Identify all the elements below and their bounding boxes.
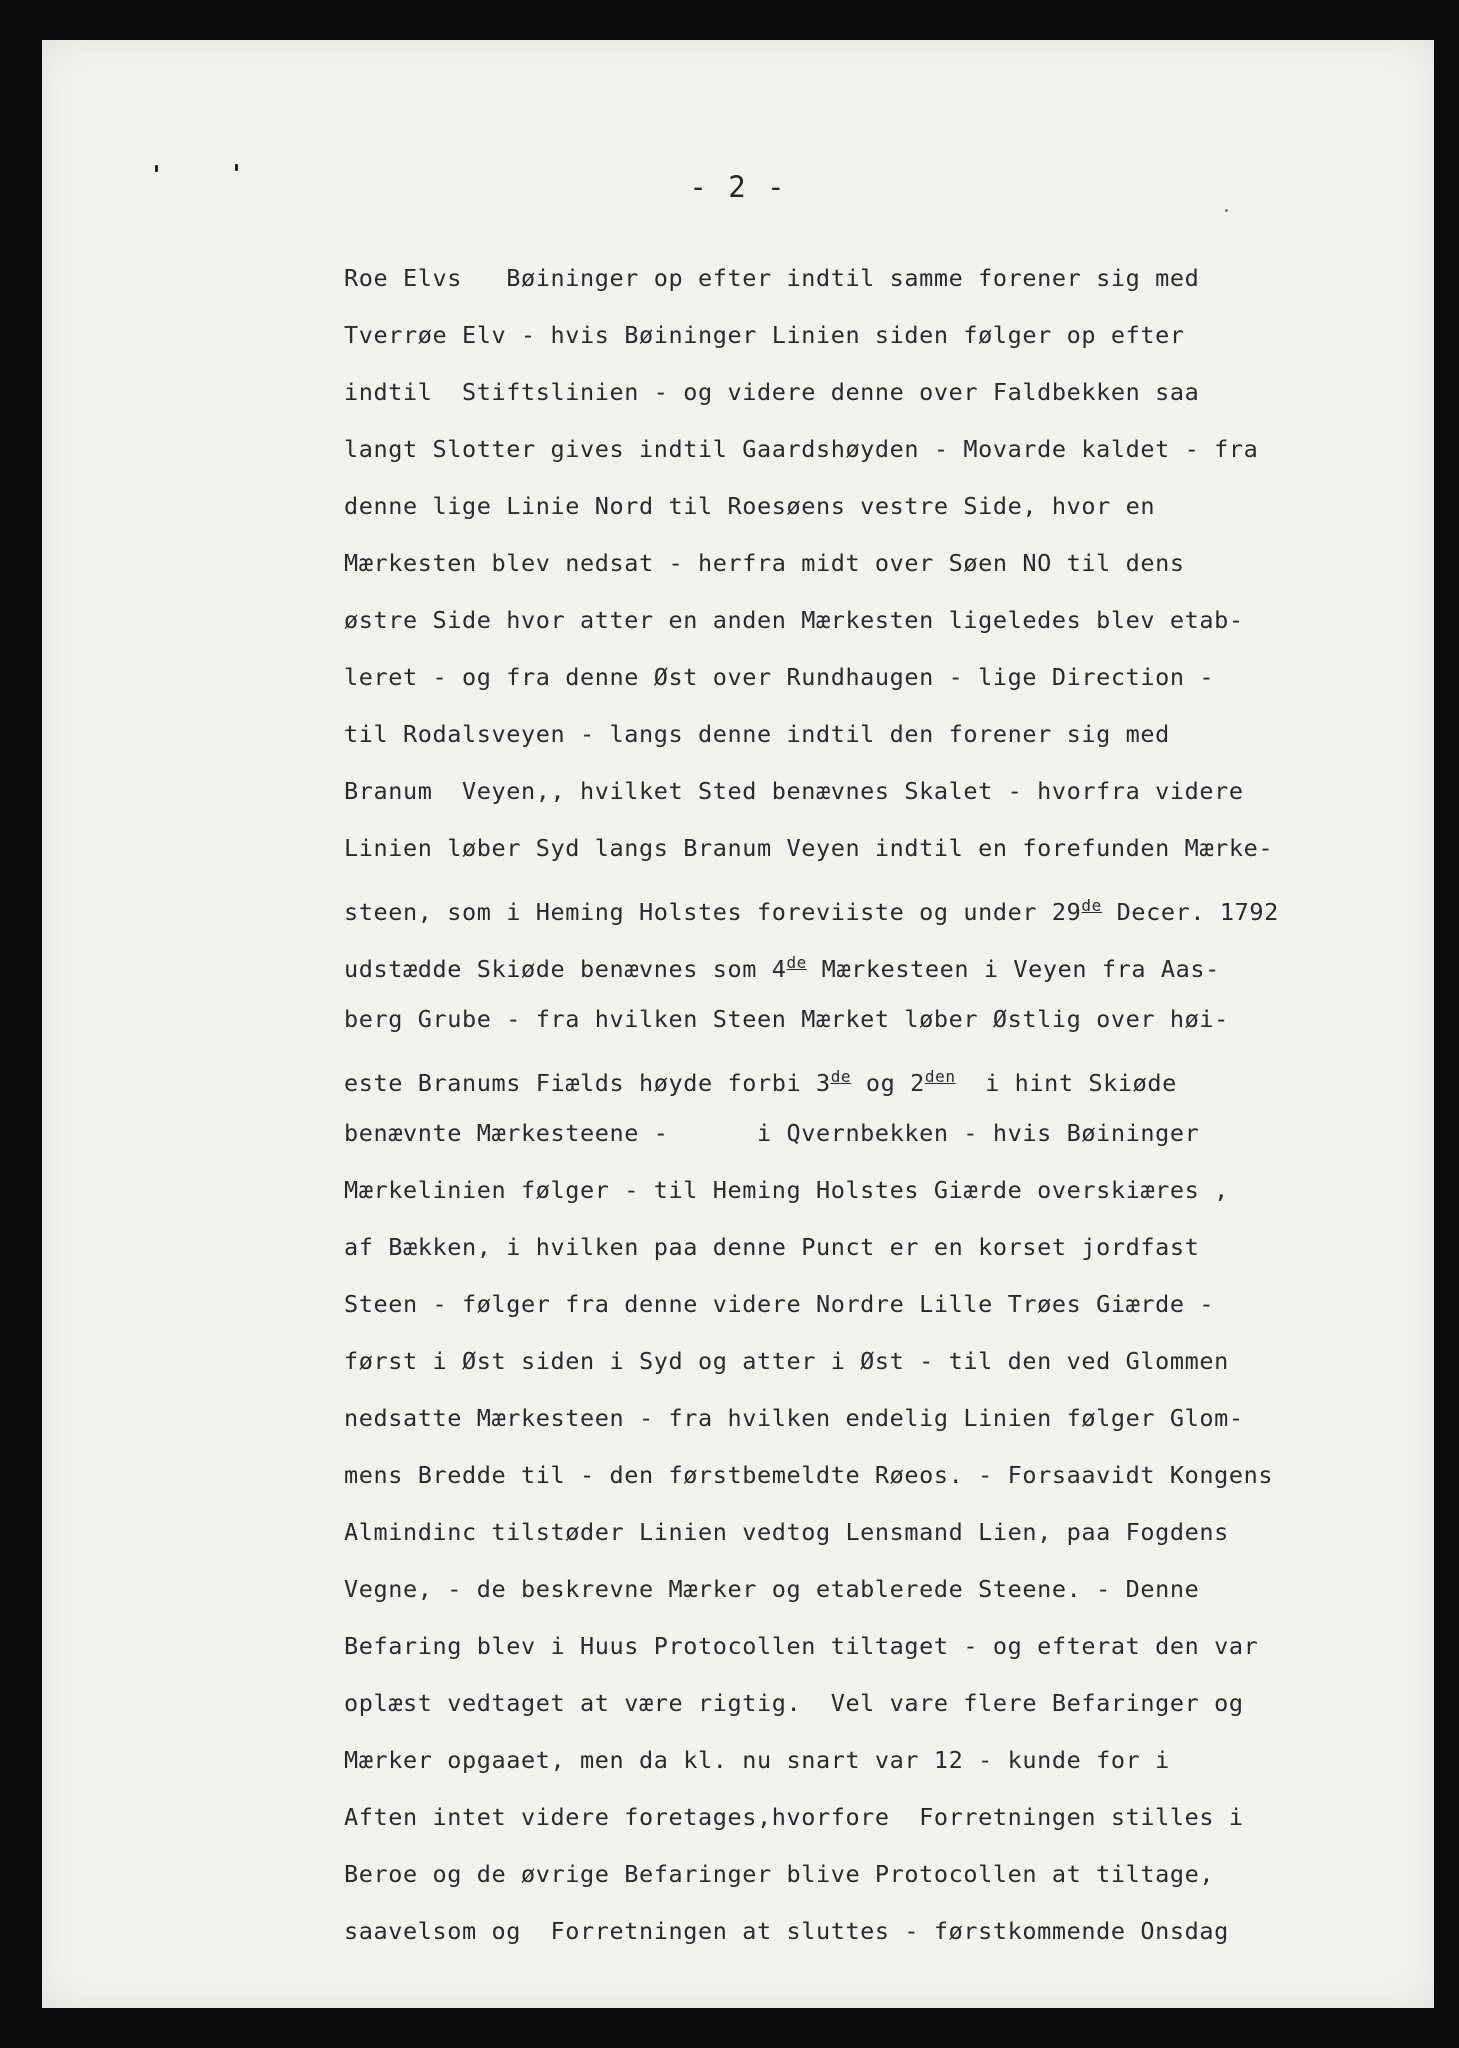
text-line: Tverrøe Elv - hvis Bøininger Linien siden følger op efter [344,321,1185,349]
text-line [344,1048,1424,1105]
text-line: Linien løber Syd langs Branum Veyen indtil en forefunden Mærke- [344,834,1274,862]
text-line: Aften intet videre foretages,hvorfore Forretningen stilles i [344,1803,1244,1831]
text-line: af Bækken, i hvilken paa denne Punct er en korset jordfast [344,1233,1200,1261]
text-line: Mærkesten blev nedsat - herfra midt over Søen NO til dens [344,549,1185,577]
text-segment: este Branums Fiælds høyde forbi 3 [344,1069,831,1097]
text-segment: Mærkesteen i Veyen fra Aas- [806,955,1220,983]
superscript: den [924,1067,956,1086]
text-line: langt Slotter gives indtil Gaardshøyden - Movarde kaldet - fra [344,435,1259,463]
text-line: oplæst vedtaget at være rigtig. Vel vare flere Befaringer og [344,1689,1244,1717]
text-line: nedsatte Mærkesteen - fra hvilken endelig Linien følger Glom- [344,1404,1244,1432]
text-line: Almindinc tilstøder Linien vedtog Lensmand Lien, paa Fogdens [344,1518,1229,1546]
text-segment: i hint Skiøde [955,1069,1177,1097]
text-line: Branum Veyen,, hvilket Sted benævnes Skalet - hvorfra videre [344,777,1244,805]
text-line: Mærker opgaaet, men da kl. nu snart var 12 - kunde for i [344,1746,1170,1774]
document-page [42,40,1434,2008]
text-line: til Rodalsveyen - langs denne indtil den forener sig med [344,720,1170,748]
text-segment: udstædde Skiøde benævnes som 4 [344,955,787,983]
superscript: de [786,953,807,972]
text-line: berg Grube - fra hvilken Steen Mærket løber Østlig over høi- [344,1005,1229,1033]
page-number: - 2 - [689,170,787,204]
text-line: benævnte Mærkesteene - i Qvernbekken - hvis Bøininger [344,1119,1200,1147]
text-line: saavelsom og Forretningen at sluttes - førstkommende Onsdag [344,1917,1229,1945]
ink-speck [1225,209,1228,212]
text-line [344,934,1424,991]
text-line: indtil Stiftslinien - og videre denne over Faldbekken saa [344,378,1200,406]
text-line: Roe Elvs Bøininger op efter indtil samme forener sig med [344,264,1200,292]
text-segment: og 2 [851,1069,925,1097]
text-segment: steen, som i Heming Holstes foreviiste og under 29 [344,898,1082,926]
superscript: de [830,1067,852,1086]
superscript: de [1081,896,1102,915]
typewritten-text [344,250,1424,1960]
text-line: østre Side hvor atter en anden Mærkesten ligeledes blev etab- [344,606,1244,634]
text-line [344,877,1424,934]
text-line: først i Øst siden i Syd og atter i Øst - til den ved Glommen [344,1347,1229,1375]
text-line: Mærkelinien følger - til Heming Holstes Giærde overskiæres , [344,1176,1229,1204]
text-line: Vegne, - de beskrevne Mærker og etablerede Steene. - Denne [344,1575,1200,1603]
text-segment: Decer. 1792 [1101,898,1279,926]
text-line: Befaring blev i Huus Protocollen tiltaget - og efterat den var [344,1632,1259,1660]
text-line: leret - og fra denne Øst over Rundhaugen - lige Direction - [344,663,1215,691]
text-line: mens Bredde til - den førstbemeldte Røeos. - Forsaavidt Kongens [344,1461,1274,1489]
text-line: Steen - følger fra denne videre Nordre Lille Trøes Giærde - [344,1290,1215,1318]
text-line: denne lige Linie Nord til Roesøens vestre Side, hvor en [344,492,1156,520]
text-line: Beroe og de øvrige Befaringer blive Protocollen at tiltage, [344,1860,1215,1888]
